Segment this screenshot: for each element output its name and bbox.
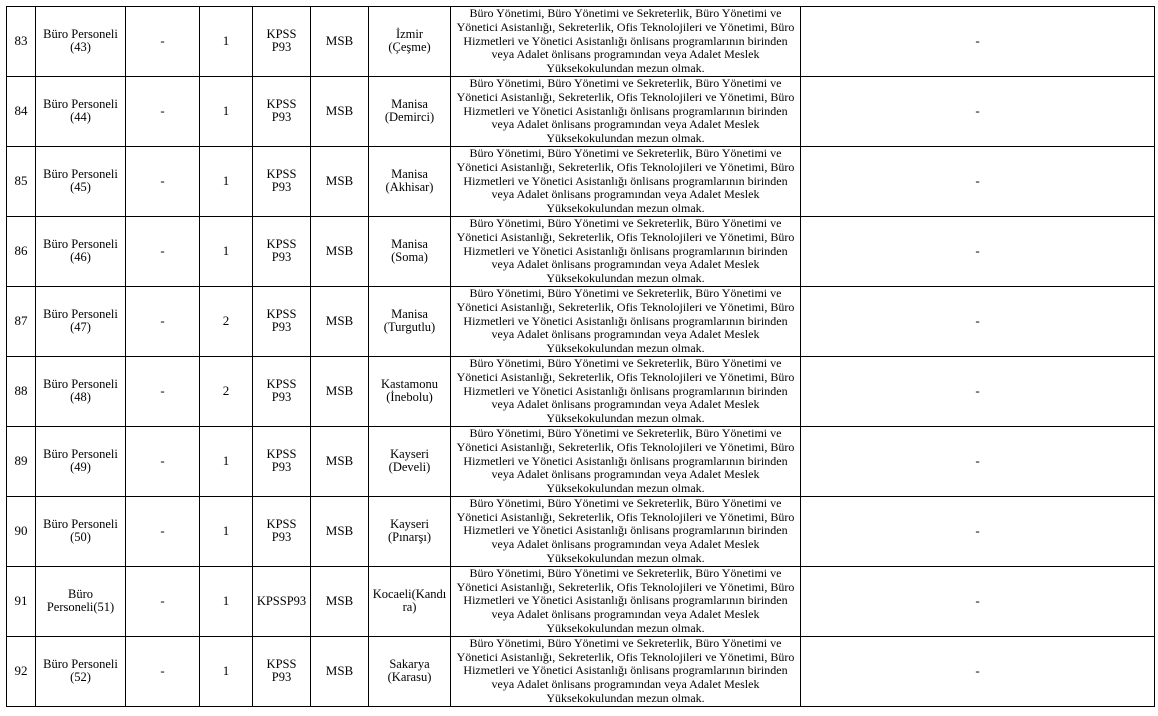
institution-cell: MSB [311,566,369,636]
table-body [7,7,1155,707]
kpss-score-type-cell [253,76,311,146]
location-cell-line: (Çeşme) [388,40,431,55]
qualification-cell [451,496,801,566]
qualification-cell-line: Yüksekokulundan mezun olmak. [546,691,705,706]
empty-value-cell: - [126,636,200,706]
position-title-cell-line: (46) [70,250,91,265]
quota-count-cell: 1 [200,7,253,77]
institution-cell: MSB [311,636,369,706]
location-cell-line: Manisa [391,96,428,111]
quota-count-cell: 2 [200,286,253,356]
position-title-cell-line: (48) [70,390,91,405]
position-title-cell-line: Büro [68,586,93,601]
empty-value-cell: - [126,76,200,146]
qualification-cell-line: Büro Yönetimi, Büro Yönetimi ve Sekreterlik, Büro Yönetimi ve [469,216,782,230]
qualification-cell-line: Yüksekokulundan mezun olmak. [546,61,705,76]
position-title-cell-line: Büro Personeli [43,96,118,111]
notes-cell: - [801,496,1155,566]
institution-cell: MSB [311,146,369,216]
kpss-score-type-cell-line: P93 [271,320,292,335]
institution-cell: MSB [311,216,369,286]
notes-cell: - [801,7,1155,77]
qualification-cell-line: veya Adalet önlisans programından veya Adalet Meslek [491,607,760,622]
location-cell-line: (Soma) [391,250,428,265]
qualification-cell [451,7,801,77]
kpss-score-type-cell-line: KPSS [266,516,297,531]
position-title-cell-line: Büro Personeli [43,376,118,391]
position-title-cell-line: Büro Personeli [43,306,118,321]
empty-value-cell: - [126,216,200,286]
qualification-cell-line: Yönetici Asistanlığı, Sekreterlik, Ofis Teknolojileri ve Yönetimi, Büro [456,159,795,174]
row-number-cell: 91 [7,566,36,636]
qualification-cell-line: Büro Yönetimi, Büro Yönetimi ve Sekreterlik, Büro Yönetimi ve [469,496,782,510]
qualification-cell-line: Yüksekokulundan mezun olmak. [546,131,705,146]
position-title-cell [36,356,126,426]
location-cell-line: (Turgutlu) [383,320,436,335]
notes-cell: - [801,426,1155,496]
position-title-cell-line: Büro Personeli [43,446,118,461]
kpss-score-type-cell-line: P93 [271,530,292,545]
qualification-cell-line: Yüksekokulundan mezun olmak. [546,341,705,356]
location-cell [369,76,451,146]
table-row [7,566,1155,636]
notes-cell: - [801,76,1155,146]
qualification-cell [451,356,801,426]
row-number-cell: 88 [7,356,36,426]
kpss-score-type-cell-line: KPSS [266,236,297,251]
empty-value-cell: - [126,426,200,496]
location-cell-line: Kayseri [390,516,429,531]
table-row [7,7,1155,77]
kpss-score-type-cell-line: KPSS [266,166,297,181]
qualification-cell-line: Yönetici Asistanlığı, Sekreterlik, Ofis Teknolojileri ve Yönetimi, Büro [456,439,795,454]
position-title-cell-line: (50) [70,530,91,545]
qualification-cell-line: Yönetici Asistanlığı, Sekreterlik, Ofis Teknolojileri ve Yönetimi, Büro [456,579,795,594]
position-title-cell-line: Büro Personeli [43,236,118,251]
qualification-cell-line: veya Adalet önlisans programından veya Adalet Meslek [491,117,760,132]
location-cell-line: (İnebolu) [386,390,433,405]
position-title-cell-line: (49) [70,460,91,475]
row-number-cell: 87 [7,286,36,356]
location-cell-line: Manisa [391,236,428,251]
qualification-cell-line: Yüksekokulundan mezun olmak. [546,271,705,286]
kpss-score-type-cell-line: KPSS [266,656,297,671]
location-cell-line: Kocaeli(Kandı [372,586,447,601]
qualification-cell [451,146,801,216]
table-row [7,76,1155,146]
notes-cell: - [801,286,1155,356]
empty-value-cell: - [126,146,200,216]
location-cell [369,426,451,496]
position-title-cell [36,286,126,356]
notes-cell: - [801,566,1155,636]
qualification-cell-line: Hizmetleri ve Yönetici Asistanlığı önlisans programlarının birinden [463,33,788,48]
institution-cell: MSB [311,356,369,426]
row-number-cell: 86 [7,216,36,286]
qualification-cell-line: Yönetici Asistanlığı, Sekreterlik, Ofis Teknolojileri ve Yönetimi, Büro [456,229,795,244]
row-number-cell: 92 [7,636,36,706]
table-row [7,146,1155,216]
position-title-cell-line: Büro Personeli [43,26,118,41]
position-title-cell [36,426,126,496]
kpss-score-type-cell [253,636,311,706]
positions-table [6,6,1155,707]
table-row [7,216,1155,286]
qualification-cell-line: Yüksekokulundan mezun olmak. [546,621,705,636]
empty-value-cell: - [126,356,200,426]
qualification-cell-line: Büro Yönetimi, Büro Yönetimi ve Sekreterlik, Büro Yönetimi ve [469,286,782,300]
kpss-score-type-cell-line: KPSS [266,306,297,321]
position-title-cell [36,566,126,636]
table-row [7,426,1155,496]
qualification-cell-line: Yüksekokulundan mezun olmak. [546,201,705,216]
notes-cell: - [801,216,1155,286]
position-title-cell-line: (52) [70,670,91,685]
qualification-cell-line: Yönetici Asistanlığı, Sekreterlik, Ofis Teknolojileri ve Yönetimi, Büro [456,369,795,384]
row-number-cell: 90 [7,496,36,566]
kpss-score-type-cell [253,7,311,77]
kpss-score-type-cell [253,216,311,286]
location-cell-line: (Akhisar) [385,180,434,195]
qualification-cell-line: Yönetici Asistanlığı, Sekreterlik, Ofis Teknolojileri ve Yönetimi, Büro [456,19,795,34]
location-cell [369,496,451,566]
kpss-score-type-cell-line: KPSS [266,376,297,391]
kpss-score-type-cell-line: KPSSP93 [256,593,307,608]
quota-count-cell: 1 [200,146,253,216]
row-number-cell: 85 [7,146,36,216]
location-cell-line: (Develi) [388,460,431,475]
location-cell [369,636,451,706]
position-title-cell-line: Büro Personeli [43,166,118,181]
location-cell-line: Kastamonu [381,376,438,391]
institution-cell: MSB [311,76,369,146]
quota-count-cell: 2 [200,356,253,426]
qualification-cell-line: Hizmetleri ve Yönetici Asistanlığı önlisans programlarının birinden [463,383,788,398]
qualification-cell-line: veya Adalet önlisans programından veya Adalet Meslek [491,327,760,342]
qualification-cell-line: Büro Yönetimi, Büro Yönetimi ve Sekreterlik, Büro Yönetimi ve [469,566,782,580]
qualification-cell-line: Hizmetleri ve Yönetici Asistanlığı önlisans programlarının birinden [463,523,788,538]
qualification-cell-line: Büro Yönetimi, Büro Yönetimi ve Sekreterlik, Büro Yönetimi ve [469,356,782,370]
row-number-cell: 83 [7,7,36,77]
institution-cell: MSB [311,286,369,356]
location-cell [369,7,451,77]
location-cell-line: (Pınarşı) [387,530,432,545]
qualification-cell-line: Hizmetleri ve Yönetici Asistanlığı önlisans programlarının birinden [463,103,788,118]
position-title-cell-line: (45) [70,180,91,195]
empty-value-cell: - [126,496,200,566]
location-cell-line: Kayseri [390,446,429,461]
qualification-cell-line: Hizmetleri ve Yönetici Asistanlığı önlisans programlarının birinden [463,243,788,258]
location-cell [369,146,451,216]
qualification-cell-line: veya Adalet önlisans programından veya Adalet Meslek [491,677,760,692]
table-row [7,356,1155,426]
position-title-cell [36,216,126,286]
notes-cell: - [801,356,1155,426]
qualification-cell-line: veya Adalet önlisans programından veya Adalet Meslek [491,397,760,412]
location-cell-line: ra) [402,600,417,615]
quota-count-cell: 1 [200,216,253,286]
location-cell-line: (Demirci) [384,110,435,125]
position-title-cell-line: (47) [70,320,91,335]
qualification-cell-line: Yönetici Asistanlığı, Sekreterlik, Ofis Teknolojileri ve Yönetimi, Büro [456,299,795,314]
kpss-score-type-cell-line: KPSS [266,26,297,41]
qualification-cell-line: veya Adalet önlisans programından veya Adalet Meslek [491,47,760,62]
table-row [7,286,1155,356]
row-number-cell: 89 [7,426,36,496]
kpss-score-type-cell [253,426,311,496]
position-title-cell [36,7,126,77]
kpss-score-type-cell [253,286,311,356]
institution-cell: MSB [311,496,369,566]
kpss-score-type-cell-line: P93 [271,180,292,195]
position-title-cell-line: Büro Personeli [43,656,118,671]
qualification-cell-line: Büro Yönetimi, Büro Yönetimi ve Sekreterlik, Büro Yönetimi ve [469,426,782,440]
row-number-cell: 84 [7,76,36,146]
location-cell [369,356,451,426]
qualification-cell [451,636,801,706]
kpss-score-type-cell-line: P93 [271,670,292,685]
kpss-score-type-cell-line: P93 [271,460,292,475]
institution-cell: MSB [311,426,369,496]
kpss-score-type-cell-line: KPSS [266,446,297,461]
quota-count-cell: 1 [200,426,253,496]
qualification-cell-line: Hizmetleri ve Yönetici Asistanlığı önlisans programlarının birinden [463,663,788,678]
qualification-cell-line: veya Adalet önlisans programından veya Adalet Meslek [491,537,760,552]
qualification-cell-line: Hizmetleri ve Yönetici Asistanlığı önlisans programlarının birinden [463,313,788,328]
qualification-cell [451,566,801,636]
qualification-cell-line: Yüksekokulundan mezun olmak. [546,551,705,566]
position-title-cell [36,496,126,566]
location-cell-line: İzmir [395,26,424,41]
qualification-cell-line: Yüksekokulundan mezun olmak. [546,481,705,496]
qualification-cell-line: Hizmetleri ve Yönetici Asistanlığı önlisans programlarının birinden [463,593,788,608]
qualification-cell [451,286,801,356]
location-cell-line: Manisa [391,306,428,321]
kpss-score-type-cell-line: P93 [271,40,292,55]
empty-value-cell: - [126,566,200,636]
quota-count-cell: 1 [200,496,253,566]
quota-count-cell: 1 [200,636,253,706]
qualification-cell-line: Büro Yönetimi, Büro Yönetimi ve Sekreterlik, Büro Yönetimi ve [469,76,782,90]
kpss-score-type-cell-line: P93 [271,110,292,125]
qualification-cell-line: Büro Yönetimi, Büro Yönetimi ve Sekreterlik, Büro Yönetimi ve [469,146,782,160]
qualification-cell [451,426,801,496]
position-title-cell-line: (44) [70,110,91,125]
location-cell [369,216,451,286]
location-cell [369,286,451,356]
qualification-cell-line: Yönetici Asistanlığı, Sekreterlik, Ofis Teknolojileri ve Yönetimi, Büro [456,649,795,664]
location-cell [369,566,451,636]
qualification-cell [451,216,801,286]
qualification-cell-line: Hizmetleri ve Yönetici Asistanlığı önlisans programlarının birinden [463,173,788,188]
location-cell-line: (Karasu) [387,670,432,685]
position-title-cell-line: Büro Personeli [43,516,118,531]
qualification-cell-line: Yönetici Asistanlığı, Sekreterlik, Ofis Teknolojileri ve Yönetimi, Büro [456,89,795,104]
kpss-score-type-cell [253,496,311,566]
qualification-cell-line: Yönetici Asistanlığı, Sekreterlik, Ofis Teknolojileri ve Yönetimi, Büro [456,509,795,524]
kpss-score-type-cell [253,146,311,216]
position-title-cell [36,76,126,146]
position-title-cell [36,636,126,706]
position-title-cell [36,146,126,216]
kpss-score-type-cell-line: KPSS [266,96,297,111]
location-cell-line: Sakarya [389,656,430,671]
qualification-cell-line: veya Adalet önlisans programından veya Adalet Meslek [491,187,760,202]
quota-count-cell: 1 [200,566,253,636]
empty-value-cell: - [126,286,200,356]
institution-cell: MSB [311,7,369,77]
qualification-cell-line: veya Adalet önlisans programından veya Adalet Meslek [491,257,760,272]
notes-cell: - [801,636,1155,706]
qualification-cell-line: veya Adalet önlisans programından veya Adalet Meslek [491,467,760,482]
position-title-cell-line: Personeli(51) [46,600,115,615]
position-title-cell-line: (43) [70,40,91,55]
qualification-cell-line: Büro Yönetimi, Büro Yönetimi ve Sekreterlik, Büro Yönetimi ve [469,6,782,20]
table-row [7,636,1155,706]
kpss-score-type-cell [253,566,311,636]
empty-value-cell: - [126,7,200,77]
qualification-cell-line: Büro Yönetimi, Büro Yönetimi ve Sekreterlik, Büro Yönetimi ve [469,636,782,650]
notes-cell: - [801,146,1155,216]
qualification-cell-line: Hizmetleri ve Yönetici Asistanlığı önlisans programlarının birinden [463,453,788,468]
quota-count-cell: 1 [200,76,253,146]
kpss-score-type-cell-line: P93 [271,390,292,405]
kpss-score-type-cell-line: P93 [271,250,292,265]
kpss-score-type-cell [253,356,311,426]
qualification-cell [451,76,801,146]
qualification-cell-line: Yüksekokulundan mezun olmak. [546,411,705,426]
location-cell-line: Manisa [391,166,428,181]
table-row [7,496,1155,566]
